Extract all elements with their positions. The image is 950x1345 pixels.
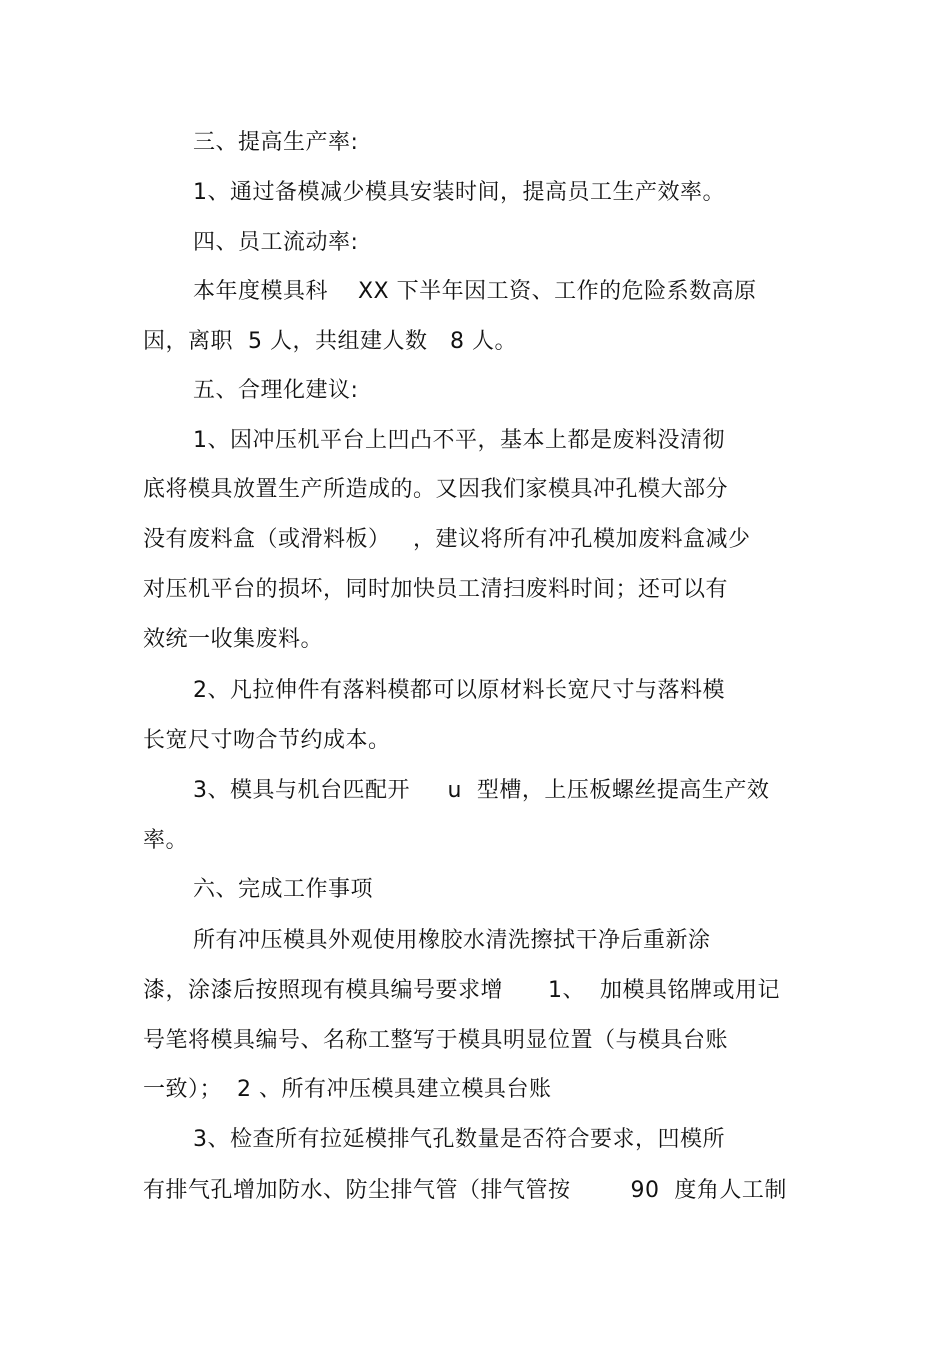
paragraph-line: 长宽尺寸吻合节约成本。 xyxy=(143,728,391,753)
paragraph-line: 一致）； 2 、所有冲压模具建立模具台账 xyxy=(143,1077,552,1102)
paragraph-line: 3、检查所有拉延模排气孔数量是否符合要求，凹模所 xyxy=(193,1127,725,1152)
paragraph-line: 底将模具放置生产所造成的。又因我们家模具冲孔模大部分 xyxy=(143,477,729,502)
section-heading-4: 四、员工流动率: xyxy=(193,230,359,255)
section-heading-5: 五、合理化建议: xyxy=(193,378,359,403)
paragraph-line: 1、因冲压机平台上凹凸不平，基本上都是废料没清彻 xyxy=(193,428,725,453)
paragraph-line: 本年度模具科 XX 下半年因工资、工作的危险系数高原 xyxy=(193,279,757,304)
paragraph-line: 效统一收集废料。 xyxy=(143,627,324,652)
paragraph-line: 所有冲压模具外观使用橡胶水清洗擦拭干净后重新涂 xyxy=(193,928,711,953)
paragraph-line: 率。 xyxy=(143,828,189,853)
paragraph-line: 3、模具与机台匹配开 u 型槽，上压板螺丝提高生产效 xyxy=(193,778,770,803)
paragraph-line: 没有废料盒（或滑料板） ，建议将所有冲孔模加废料盒减少 xyxy=(143,527,751,552)
paragraph-line: 2、凡拉伸件有落料模都可以原材料长宽尺寸与落料模 xyxy=(193,678,725,703)
section-heading-6: 六、完成工作事项 xyxy=(193,877,374,902)
section-heading-3: 三、提高生产率: xyxy=(193,130,359,155)
paragraph-line: 1、通过备模减少模具安装时间，提高员工生产效率。 xyxy=(193,180,725,205)
paragraph-line: 有排气孔增加防水、防尘排气管（排气管按 90 度角人工制 xyxy=(143,1178,787,1203)
paragraph-line: 漆，涂漆后按照现有模具编号要求增 1、 加模具铭牌或用记 xyxy=(143,978,780,1003)
paragraph-line: 对压机平台的损坏，同时加快员工清扫废料时间；还可以有 xyxy=(143,577,729,602)
paragraph-line: 因，离职 5 人，共组建人数 8 人。 xyxy=(143,329,517,354)
paragraph-line: 号笔将模具编号、名称工整写于模具明显位置（与模具台账 xyxy=(143,1028,729,1053)
